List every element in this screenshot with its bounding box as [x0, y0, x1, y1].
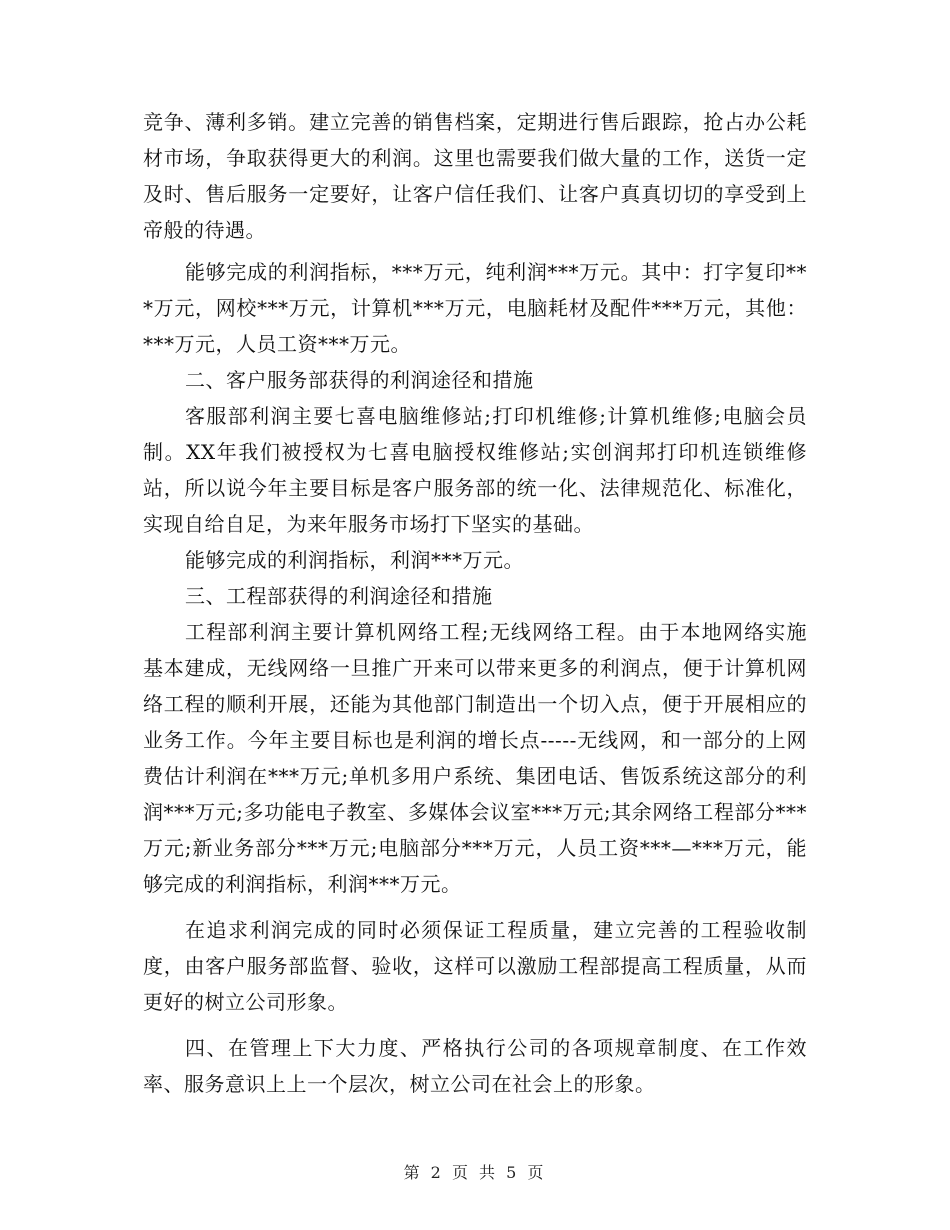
paragraph-sales-continuation: 竞争、薄利多销。建立完善的销售档案，定期进行售后跟踪，抢占办公耗材市场，争取获得更大的利润。这里也需要我们做大量的工作，送货一定及时、售后服务一定要好，让客户信任我们、让客户真真切切的享受到上帝般的待遇。: [143, 110, 807, 242]
paragraph-engineering-quality: 在追求利润完成的同时必须保证工程质量，建立完善的工程验收制度，由客户服务部监督、验收，这样可以激励工程部提高工程质量，从而更好的树立公司形象。: [143, 918, 807, 1014]
document-body: [143, 104, 807, 1102]
paragraph-engineering-profit: 工程部利润主要计算机网络工程;无线网络工程。由于本地网络实施基本建成，无线网络一旦推广开来可以带来更多的利润点，便于计算机网络工程的顺利开展，还能为其他部门制造出一个切入点，便于开展相应的业务工作。今年主要目标也是利润的增长点-----无线网，和一部分的上网费估计利润在***万元;单机多用户系统、集团电话、售饭系统这部分的利润***万元;多功能电子教室、多媒体会议室***万元;其余网络工程部分***万元;新业务部分***万元;电脑部分***万元，人员工资***—***万元，能够完成的利润指标，利润***万元。: [143, 620, 807, 896]
paragraph-customer-service-profit: 客服部利润主要七喜电脑维修站;打印机维修;计算机维修;电脑会员制。XX年我们被授权为七喜电脑授权维修站;实创润邦打印机连锁维修站，所以说今年主要目标是客户服务部的统一化、法律规范化、标准化，实现自给自足，为来年服务市场打下坚实的基础。: [143, 404, 807, 536]
paragraph-profit-target-customer-service: 能够完成的利润指标，利润***万元。: [185, 548, 524, 572]
paragraph-management: 四、在管理上下大力度、严格执行公司的各项规章制度、在工作效率、服务意识上上一个层次，树立公司在社会上的形象。: [143, 1036, 807, 1096]
section-heading-engineering: 三、工程部获得的利润途径和措施: [185, 584, 493, 608]
paragraph-profit-target-office: 能够完成的利润指标，***万元，纯利润***万元。其中：打字复印***万元，网校***万元，计算机***万元，电脑耗材及配件***万元，其他：***万元，人员工资***万元。: [143, 260, 807, 356]
page-number-footer: 第 2 页 共 5 页: [403, 1163, 547, 1182]
section-heading-customer-service: 二、客户服务部获得的利润途径和措施: [185, 368, 534, 392]
